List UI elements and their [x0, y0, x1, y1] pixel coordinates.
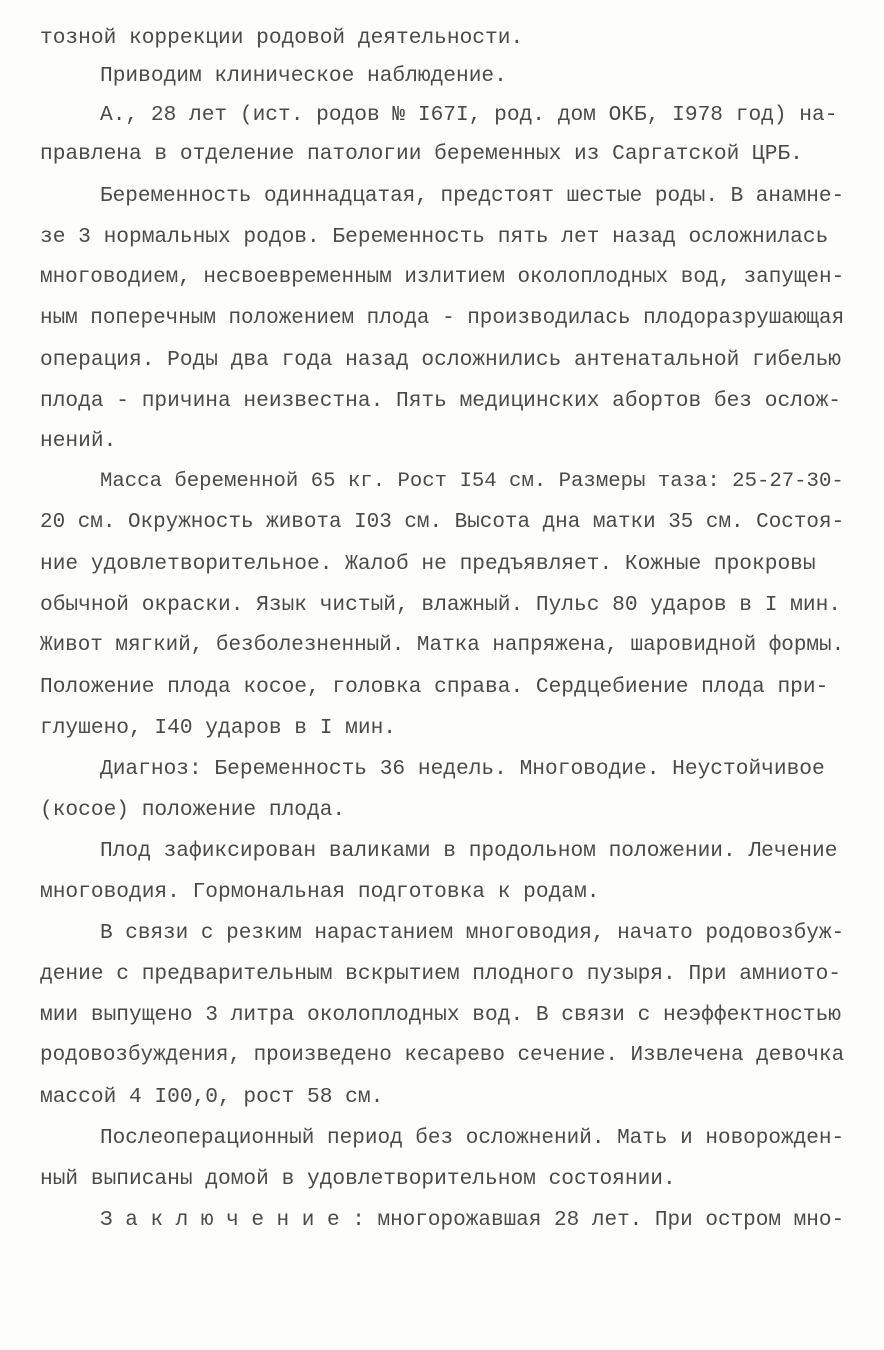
text-line: Положение плода косое, головка справа. Сердцебиение плода при- — [40, 675, 829, 699]
text-line: плода - причина неизвестна. Пять медицинских абортов без ослож- — [40, 389, 842, 413]
text-line: многоводия. Гормональная подготовка к родам. — [40, 880, 600, 904]
text-line: Послеоперационный период без осложнений. Мать и новорожден- — [100, 1126, 845, 1150]
text-line: правлена в отделение патологии беременных из Саргатской ЦРБ. — [40, 142, 803, 166]
text-line: ние удовлетворительное. Жалоб не предъявляет. Кожные прокровы — [40, 552, 816, 576]
text-line: тозной коррекции родовой деятельности. — [40, 26, 524, 50]
text-line: В связи с резким нарастанием многоводия, начато родовозбуж- — [100, 921, 845, 945]
text-line: (косое) положение плода. — [40, 798, 346, 822]
text-line: А., 28 лет (ист. родов № I67I, род. дом ОКБ, I978 год) на- — [100, 103, 838, 127]
text-line: многоводием, несвоевременным излитием околоплодных вод, запущен- — [40, 266, 845, 289]
text-line: ный выписаны домой в удовлетворительном состоянии. — [40, 1167, 676, 1191]
text-line: дение с предварительным вскрытием плодного пузыря. При амниото- — [40, 962, 842, 986]
text-line: 20 см. Окружность живота I03 см. Высота дна матки 35 см. Состоя- — [40, 511, 845, 534]
text-line: зе 3 нормальных родов. Беременность пять лет назад осложнилась — [40, 225, 829, 249]
text-line: Живот мягкий, безболезненный. Матка напряжена, шаровидной формы. — [40, 634, 845, 657]
text-line: Плод зафиксирован валиками в продольном положении. Лечение — [100, 839, 838, 863]
text-line: операция. Роды два года назад осложнились антенатальной гибелью — [40, 348, 842, 372]
text-line: Приводим клиническое наблюдение. — [100, 64, 507, 88]
text-line: обычной окраски. Язык чистый, влажный. Пульс 80 ударов в I мин. — [40, 593, 842, 617]
text-line: З а к л ю ч е н и е : многорожавшая 28 лет. При остром мно- — [100, 1208, 845, 1232]
text-line: Масса беременной 65 кг. Рост I54 см. Размеры таза: 25-27-30- — [100, 470, 844, 493]
text-line: родовозбуждения, произведено кесарево сечение. Извлечена девочка — [40, 1044, 845, 1067]
text-line: ным поперечным положением плода - производилась плодоразрушающая — [40, 307, 845, 330]
text-line: нений. — [40, 429, 117, 453]
text-line: Беременность одиннадцатая, предстоят шестые роды. В анамне- — [100, 184, 845, 208]
text-line: мии выпущено 3 литра околоплодных вод. В связи с неэффектностью — [40, 1003, 842, 1027]
text-line: глушено, I40 ударов в I мин. — [40, 716, 397, 740]
text-line: массой 4 I00,0, рост 58 см. — [40, 1085, 384, 1109]
text-line: Диагноз: Беременность 36 недель. Многоводие. Неустойчивое — [100, 757, 825, 781]
